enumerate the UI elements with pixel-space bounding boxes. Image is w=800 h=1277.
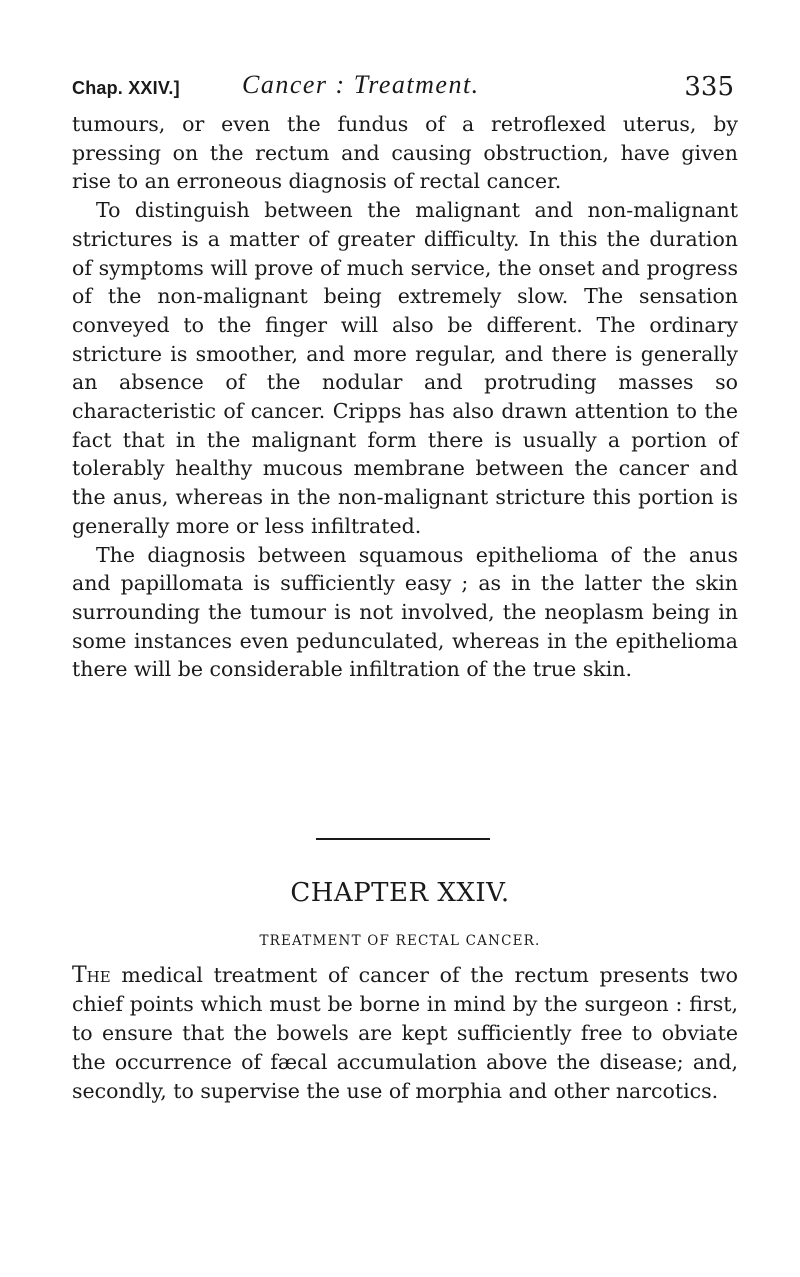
- body-text: [72, 110, 738, 684]
- running-head-title: Cancer : Treatment.: [242, 70, 480, 99]
- running-head: [72, 68, 734, 108]
- paragraph-continued: tumours, or even the fundus of a retroflexed uterus, by pressing on the rectum and causing obstruction, have given rise to an erroneous diagnosis of rectal cancer.: [72, 112, 738, 194]
- chapter-first-paragraph: [72, 961, 738, 1106]
- paragraph-stricture-diagnosis: To distinguish between the malignant and non-malignant strictures is a matter of greater difficulty. In this the duration of symptoms will prove of much service, the onset and progress of the non-malignant being extremely slow. The sensation conveyed to the finger will also be different. The ordinary stricture is smoother, and more regular, and there is generally an absence of the nodular and protruding masses so characteristic of cancer. Cripps has also drawn attention to the fact that in the malignant form there is usually a portion of tolerably healthy mucous membrane between the cancer and the anus, whereas in the non-malignant stricture this portion is generally more or less infiltrated.: [72, 198, 738, 538]
- chapter-first-word: The: [72, 963, 111, 988]
- running-head-chapter: Chap. XXIV.]: [72, 78, 180, 98]
- chapter-heading: CHAPTER XXIV.: [290, 878, 510, 908]
- section-divider-rule: [316, 838, 490, 840]
- paragraph-epithelioma-diagnosis: The diagnosis between squamous epithelioma of the anus and papillomata is sufficiently easy ; as in the latter the skin surrounding the tumour is not involved, the neoplasm being in some instances even pedunculated, whereas in the epithelioma there will be considerable infiltration of the true skin.: [72, 542, 738, 682]
- chapter-subheading: TREATMENT OF RECTAL CANCER.: [259, 933, 541, 949]
- page-number: 335: [684, 72, 734, 102]
- chapter-first-paragraph-text: medical treatment of cancer of the rectum presents two chief points which must be borne in mind by the surgeon : first, to ensure that the bowels are kept sufficiently free to obviate the occurrence of fæcal accumulation above the disease; and, secondly, to supervise the use of morphia and other narcotics.: [72, 963, 738, 1103]
